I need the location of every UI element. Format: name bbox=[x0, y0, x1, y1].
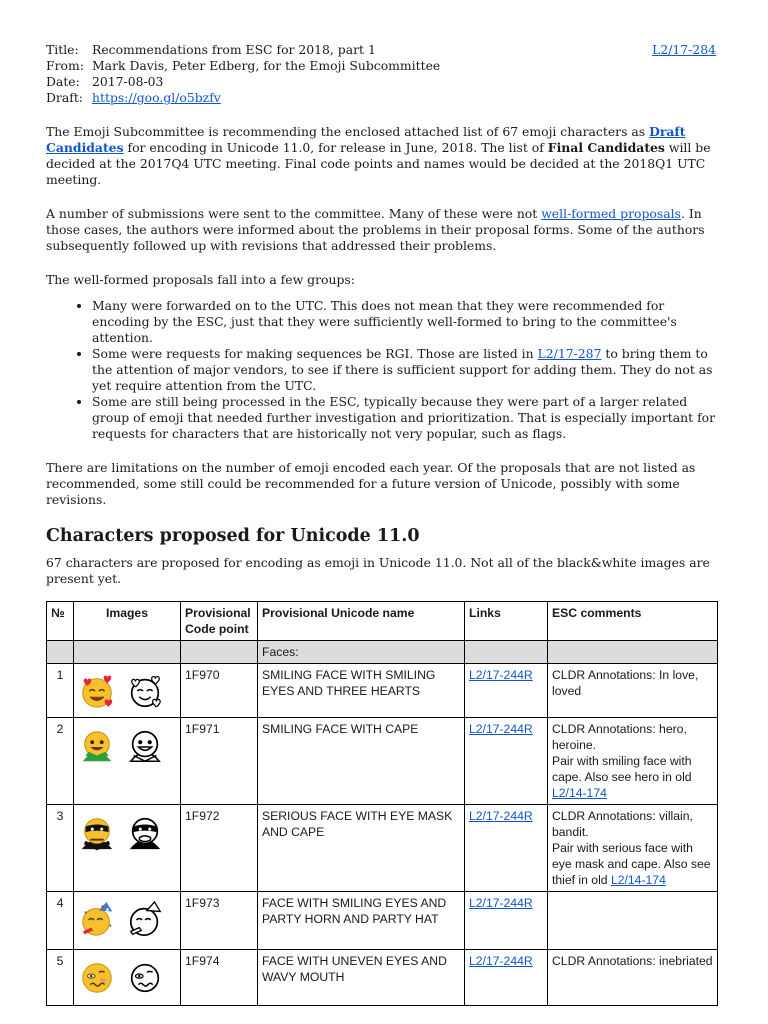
smiling-face-with-cape-outline-icon bbox=[126, 727, 164, 765]
comments-cell bbox=[548, 718, 718, 805]
rgi-doc-link[interactable]: L2/17-287 bbox=[537, 346, 602, 361]
doc-ref-link[interactable]: L2/17-284 bbox=[652, 42, 716, 57]
table-row bbox=[47, 950, 718, 1006]
list-item-text-a: Some were requests for making sequences be RGI. Those are listed in bbox=[92, 346, 538, 361]
comment-line: CLDR Annotations: In love, loved bbox=[552, 668, 699, 698]
links-cell bbox=[465, 950, 548, 1006]
row-number: 1 bbox=[47, 664, 74, 718]
unicode-name-cell: FACE WITH UNEVEN EYES AND WAVY MOUTH bbox=[258, 950, 465, 1006]
smiling-face-with-hearts-outline-icon bbox=[126, 673, 164, 711]
proposal-link[interactable]: L2/17-244R bbox=[469, 809, 533, 823]
group-cell bbox=[548, 641, 718, 664]
comment-line bbox=[552, 753, 713, 801]
links-cell bbox=[465, 892, 548, 950]
woozy-face-icon bbox=[78, 959, 116, 997]
row-number: 5 bbox=[47, 950, 74, 1006]
row-number: 4 bbox=[47, 892, 74, 950]
section-subtext: 67 characters are proposed for encoding as emoji in Unicode 11.0. Not all of the black&white images are present yet. bbox=[46, 555, 710, 586]
reference-link[interactable]: L2/14-174 bbox=[610, 873, 666, 887]
from-label: From: bbox=[46, 58, 84, 73]
partying-face-outline-icon bbox=[126, 901, 164, 939]
intro-p1-text-a: The Emoji Subcommittee is recommending the enclosed attached list of 67 emoji characters as bbox=[46, 124, 650, 139]
images-cell bbox=[74, 805, 181, 892]
comments-cell bbox=[548, 892, 718, 950]
proposal-link[interactable]: L2/17-244R bbox=[469, 954, 533, 968]
header-comments: ESC comments bbox=[548, 602, 718, 641]
reference-link[interactable]: L2/14-174 bbox=[552, 786, 607, 800]
header-images: Images bbox=[74, 602, 181, 641]
draft-label: Draft: bbox=[46, 90, 83, 105]
intro-paragraph-1 bbox=[46, 124, 718, 188]
header-num: № bbox=[47, 602, 74, 641]
codepoint-cell: 1F974 bbox=[181, 950, 258, 1006]
row-number: 3 bbox=[47, 805, 74, 892]
proposal-link[interactable]: L2/17-244R bbox=[469, 668, 533, 682]
date-label: Date: bbox=[46, 74, 80, 89]
images-cell bbox=[74, 664, 181, 718]
draft-candidates-link[interactable]: Draft Candidates bbox=[46, 124, 686, 155]
doc-title: Recommendations from ESC for 2018, part 1 bbox=[92, 42, 376, 57]
unicode-name-cell: SERIOUS FACE WITH EYE MASK AND CAPE bbox=[258, 805, 465, 892]
final-candidates-text: Final Candidates bbox=[547, 140, 665, 155]
smiling-face-with-hearts-icon bbox=[78, 673, 116, 711]
table-row bbox=[47, 664, 718, 718]
section-heading: Characters proposed for Unicode 11.0 bbox=[46, 526, 420, 546]
header-name: Provisional Unicode name bbox=[258, 602, 465, 641]
doc-authors: Mark Davis, Peter Edberg, for the Emoji Subcommittee bbox=[92, 58, 441, 73]
links-cell bbox=[465, 805, 548, 892]
intro-paragraph-4: There are limitations on the number of emoji encoded each year. Of the proposals that are not listed as recommended, some still could be recommended for a future version of Unicode, possibly with some revisions. bbox=[46, 460, 696, 507]
smiling-face-with-cape-icon bbox=[78, 727, 116, 765]
codepoint-cell: 1F973 bbox=[181, 892, 258, 950]
unicode-name-cell: SMILING FACE WITH SMILING EYES AND THREE HEARTS bbox=[258, 664, 465, 718]
comments-cell bbox=[548, 950, 718, 1006]
images-cell bbox=[74, 950, 181, 1006]
links-cell bbox=[465, 664, 548, 718]
title-label: Title: bbox=[46, 42, 79, 57]
intro-paragraph-3: The well-formed proposals fall into a few groups: bbox=[46, 272, 355, 287]
intro-paragraph-2 bbox=[46, 206, 718, 254]
list-item-text-b: to bring them to the attention of major vendors, to see if there is sufficient support for adding them. They do not as yet require attention from the UTC. bbox=[92, 346, 713, 393]
group-cell bbox=[47, 641, 74, 664]
masked-face-with-cape-icon bbox=[78, 814, 116, 852]
intro-p2-text-b: . In those cases, the authors were informed about the problems in their proposal forms. Some of the authors subsequently followed up with revisions that addressed their problems. bbox=[46, 206, 705, 253]
header-codepoint: Provisional Code point bbox=[181, 602, 258, 641]
list-item bbox=[92, 346, 718, 394]
comment-line: CLDR Annotations: villain, bandit. bbox=[552, 809, 693, 839]
comments-cell bbox=[548, 805, 718, 892]
codepoint-cell: 1F971 bbox=[181, 718, 258, 805]
group-cell bbox=[465, 641, 548, 664]
woozy-face-outline-icon bbox=[126, 959, 164, 997]
comments-cell bbox=[548, 664, 718, 718]
comment-line: CLDR Annotations: hero, heroine. bbox=[552, 722, 687, 752]
comment-line bbox=[552, 840, 713, 888]
header-links: Links bbox=[465, 602, 548, 641]
group-label: Faces: bbox=[258, 641, 465, 664]
codepoint-cell: 1F972 bbox=[181, 805, 258, 892]
unicode-name-cell: SMILING FACE WITH CAPE bbox=[258, 718, 465, 805]
table-row bbox=[47, 805, 718, 892]
codepoint-cell: 1F970 bbox=[181, 664, 258, 718]
list-item: • Many were forwarded on to the UTC. This does not mean that they were recommended for encoding by the ESC, just that they were sufficiently well-formed to bring to the committee's attention. bbox=[92, 298, 718, 346]
table-header-row bbox=[47, 602, 718, 641]
proposal-link[interactable]: L2/17-244R bbox=[469, 896, 533, 910]
draft-link[interactable]: https://goo.gl/o5bzfv bbox=[92, 90, 221, 105]
proposal-link[interactable]: L2/17-244R bbox=[469, 722, 533, 736]
group-cell bbox=[181, 641, 258, 664]
table-row bbox=[47, 718, 718, 805]
masked-face-with-cape-outline-icon bbox=[126, 814, 164, 852]
document-page bbox=[46, 42, 718, 1006]
group-cell bbox=[74, 641, 181, 664]
document-header bbox=[46, 42, 718, 106]
unicode-name-cell: FACE WITH SMILING EYES AND PARTY HORN AND PARTY HAT bbox=[258, 892, 465, 950]
comment-line: CLDR Annotations: inebriated bbox=[552, 954, 713, 968]
links-cell bbox=[465, 718, 548, 805]
group-row bbox=[47, 641, 718, 664]
doc-date: 2017-08-03 bbox=[92, 74, 164, 89]
list-item: • Some are still being processed in the ESC, typically because they were part of a larger related group of emoji that needed further investigation and prioritization. That is especially important for requests for characters that are historically not very popular, such as flags. bbox=[92, 394, 718, 442]
well-formed-proposals-link[interactable]: well-formed proposals bbox=[541, 206, 681, 221]
intro-p2-text-a: A number of submissions were sent to the committee. Many of these were not bbox=[46, 206, 542, 221]
intro-p1-text-c: will be decided at the 2017Q4 UTC meeting. Final code points and names would be decided at the 2018Q1 UTC meeting. bbox=[46, 140, 711, 187]
comment-text: Pair with serious face with eye mask and cape. Also see thief in old bbox=[552, 841, 711, 887]
partying-face-icon bbox=[78, 901, 116, 939]
emoji-table bbox=[46, 601, 718, 1006]
proposal-groups-list bbox=[46, 298, 718, 442]
row-number: 2 bbox=[47, 718, 74, 805]
table-row bbox=[47, 892, 718, 950]
images-cell bbox=[74, 718, 181, 805]
intro-p1-text-b: for encoding in Unicode 11.0, for release in June, 2018. The list of bbox=[123, 140, 548, 155]
images-cell bbox=[74, 892, 181, 950]
comment-text: Pair with smiling face with cape. Also see hero in old bbox=[552, 754, 692, 784]
